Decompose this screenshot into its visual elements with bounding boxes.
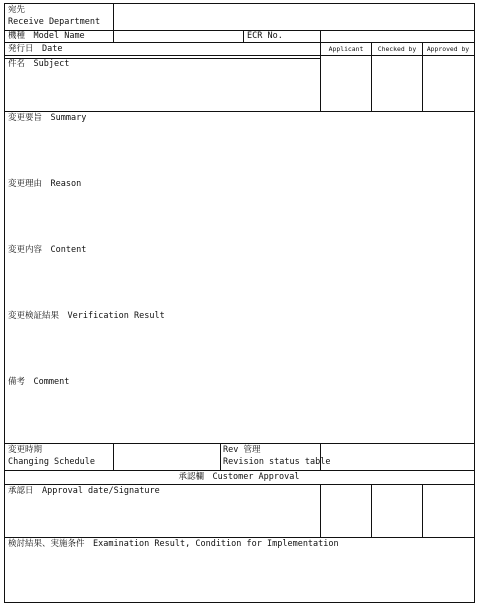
rule [113,443,114,471]
rule [4,55,475,56]
rule [113,3,114,43]
changing-schedule-label-en: Changing Schedule [8,457,95,467]
customer-approval-label: 承認欄 Customer Approval [178,472,300,482]
model-name-label: 機種 Model Name [8,31,85,41]
examination-result-label: 検討結果、実施条件 Examination Result, Condition for Implementation [8,539,339,549]
rule [371,484,372,538]
rule [4,42,475,43]
rule [220,443,221,471]
rule [371,42,372,112]
rule [4,3,5,603]
ecr-no-label: ECR No. [247,31,283,41]
rule [4,470,475,471]
verification-result-label: 変更検証結果 Verification Result [8,311,165,321]
rule [320,484,321,538]
revision-status-label-en: Revision status table [223,457,331,467]
rule [4,443,475,444]
content-label: 変更内容 Content [8,245,87,255]
ecr-form [4,3,475,603]
changing-schedule-label-jp: 変更時期 [8,445,43,455]
summary-label: 変更要旨 Summary [8,113,87,123]
rule [243,30,244,43]
receive-department-label-en: Receive Department [8,17,101,27]
approval-date-label: 承認日 Approval date/Signature [8,486,160,496]
rule [4,537,475,538]
rule [4,484,475,485]
rule [422,42,423,112]
subject-label: 件名 Subject [8,59,70,69]
reason-label: 変更理由 Reason [8,179,82,189]
checked-by-label: Checked by [377,45,417,53]
receive-department-label-jp: 宛先 [8,5,26,15]
issue-date-label: 発行日 Date [8,44,63,54]
revision-status-label-jp: Rev 管理 [223,445,261,455]
applicant-label: Applicant [328,45,364,53]
comment-label: 備考 Comment [8,377,70,387]
rule [474,3,475,603]
rule [422,484,423,538]
rule [320,42,321,112]
rule [4,111,475,112]
approved-by-label: Approved by [426,45,470,53]
rule [4,602,475,603]
rule [4,3,475,4]
